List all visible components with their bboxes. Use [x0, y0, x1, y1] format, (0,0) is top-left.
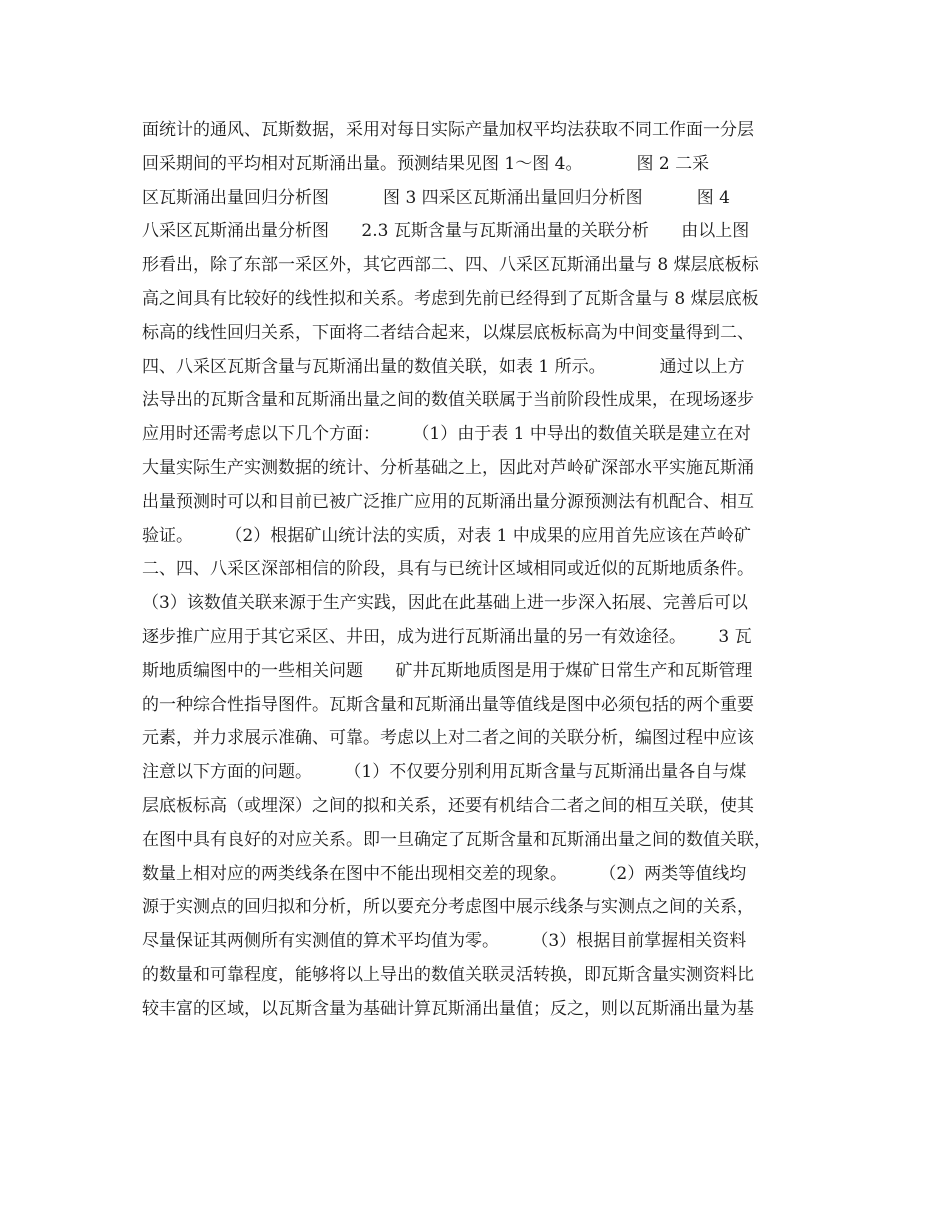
- text-line-14: 二、四、八采区深部相信的阶段，具有与已统计区域相同或近似的瓦斯地质条件。: [142, 559, 754, 580]
- text-line-12: 出量预测时可以和目前已被广泛推广应用的瓦斯涌出量分源预测法有机配合、相互: [142, 491, 754, 512]
- body-text: [142, 114, 822, 1027]
- text-line-13: 验证。 （2）根据矿山统计法的实质，对表 1 中成果的应用首先应该在芦岭矿: [142, 525, 751, 546]
- text-line-17: 斯地质编图中的一些相关问题 矿井瓦斯地质图是用于煤矿日常生产和瓦斯管理: [142, 660, 753, 681]
- text-line-4: 八采区瓦斯涌出量分析图 2.3 瓦斯含量与瓦斯涌出量的关联分析 由以上图: [142, 221, 750, 242]
- text-line-9: 法导出的瓦斯含量和瓦斯涌出量之间的数值关联属于当前阶段性成果，在现场逐步: [142, 390, 754, 411]
- text-line-21: 层底板标高（或埋深）之间的拟和关系，还要有机结合二者之间的相互关联，使其: [142, 795, 754, 816]
- text-line-10: 应用时还需考虑以下几个方面： （1）由于表 1 中导出的数值关联是建立在对: [142, 424, 751, 445]
- text-line-22: 在图中具有良好的对应关系。即一旦确定了瓦斯含量和瓦斯涌出量之间的数值关联，: [142, 829, 771, 850]
- text-line-18: 的一种综合性指导图件。瓦斯含量和瓦斯涌出量等值线是图中必须包括的两个重要: [142, 694, 754, 715]
- text-line-7: 标高的线性回归关系，下面将二者结合起来，以煤层底板标高为中间变量得到二、: [142, 322, 754, 343]
- text-line-16: 逐步推广应用于其它采区、井田，成为进行瓦斯涌出量的另一有效途径。 3 瓦: [142, 626, 752, 647]
- text-line-25: 尽量保证其两侧所有实测值的算术平均值为零。 （3）根据目前掌握相关资料: [142, 931, 747, 952]
- text-line-3: 区瓦斯涌出量回归分析图 图 3 四采区瓦斯涌出量回归分析图 图 4: [142, 187, 730, 208]
- text-line-2: 回采期间的平均相对瓦斯涌出量。预测结果见图 1～图 4。 图 2 二采: [142, 153, 710, 174]
- text-line-19: 元素，并力求展示准确、可靠。考虑以上对二者之间的关联分析，编图过程中应该: [142, 728, 754, 749]
- text-line-11: 大量实际生产实测数据的统计、分析基础之上，因此对芦岭矿深部水平实施瓦斯涌: [142, 457, 754, 478]
- text-line-26: 的数量和可靠程度，能够将以上导出的数值关联灵活转换，即瓦斯含量实测资料比: [142, 964, 754, 985]
- text-line-6: 高之间具有比较好的线性拟和关系。考虑到先前已经得到了瓦斯含量与 8 煤层底板: [142, 288, 759, 309]
- text-line-23: 数量上相对应的两类线条在图中不能出现相交差的现象。 （2）两类等值线均: [142, 863, 747, 884]
- text-line-27: 较丰富的区域，以瓦斯含量为基础计算瓦斯涌出量值；反之，则以瓦斯涌出量为基: [142, 998, 754, 1019]
- text-line-20: 注意以下方面的问题。 （1）不仅要分别利用瓦斯含量与瓦斯涌出量各自与煤: [142, 762, 747, 783]
- text-line-1: 面统计的通风、瓦斯数据，采用对每日实际产量加权平均法获取不同工作面一分层: [142, 120, 754, 140]
- text-line-8: 四、八采区瓦斯含量与瓦斯涌出量的数值关联，如表 1 所示。 通过以上方: [142, 356, 745, 377]
- text-line-24: 源于实测点的回归拟和分析，所以要充分考虑图中展示线条与实测点之间的关系，: [142, 897, 754, 918]
- text-line-5: 形看出，除了东部一采区外，其它西部二、四、八采区瓦斯涌出量与 8 煤层底板标: [142, 255, 759, 276]
- text-line-15: （3）该数值关联来源于生产实践，因此在此基础上进一步深入拓展、完善后可以: [142, 593, 748, 614]
